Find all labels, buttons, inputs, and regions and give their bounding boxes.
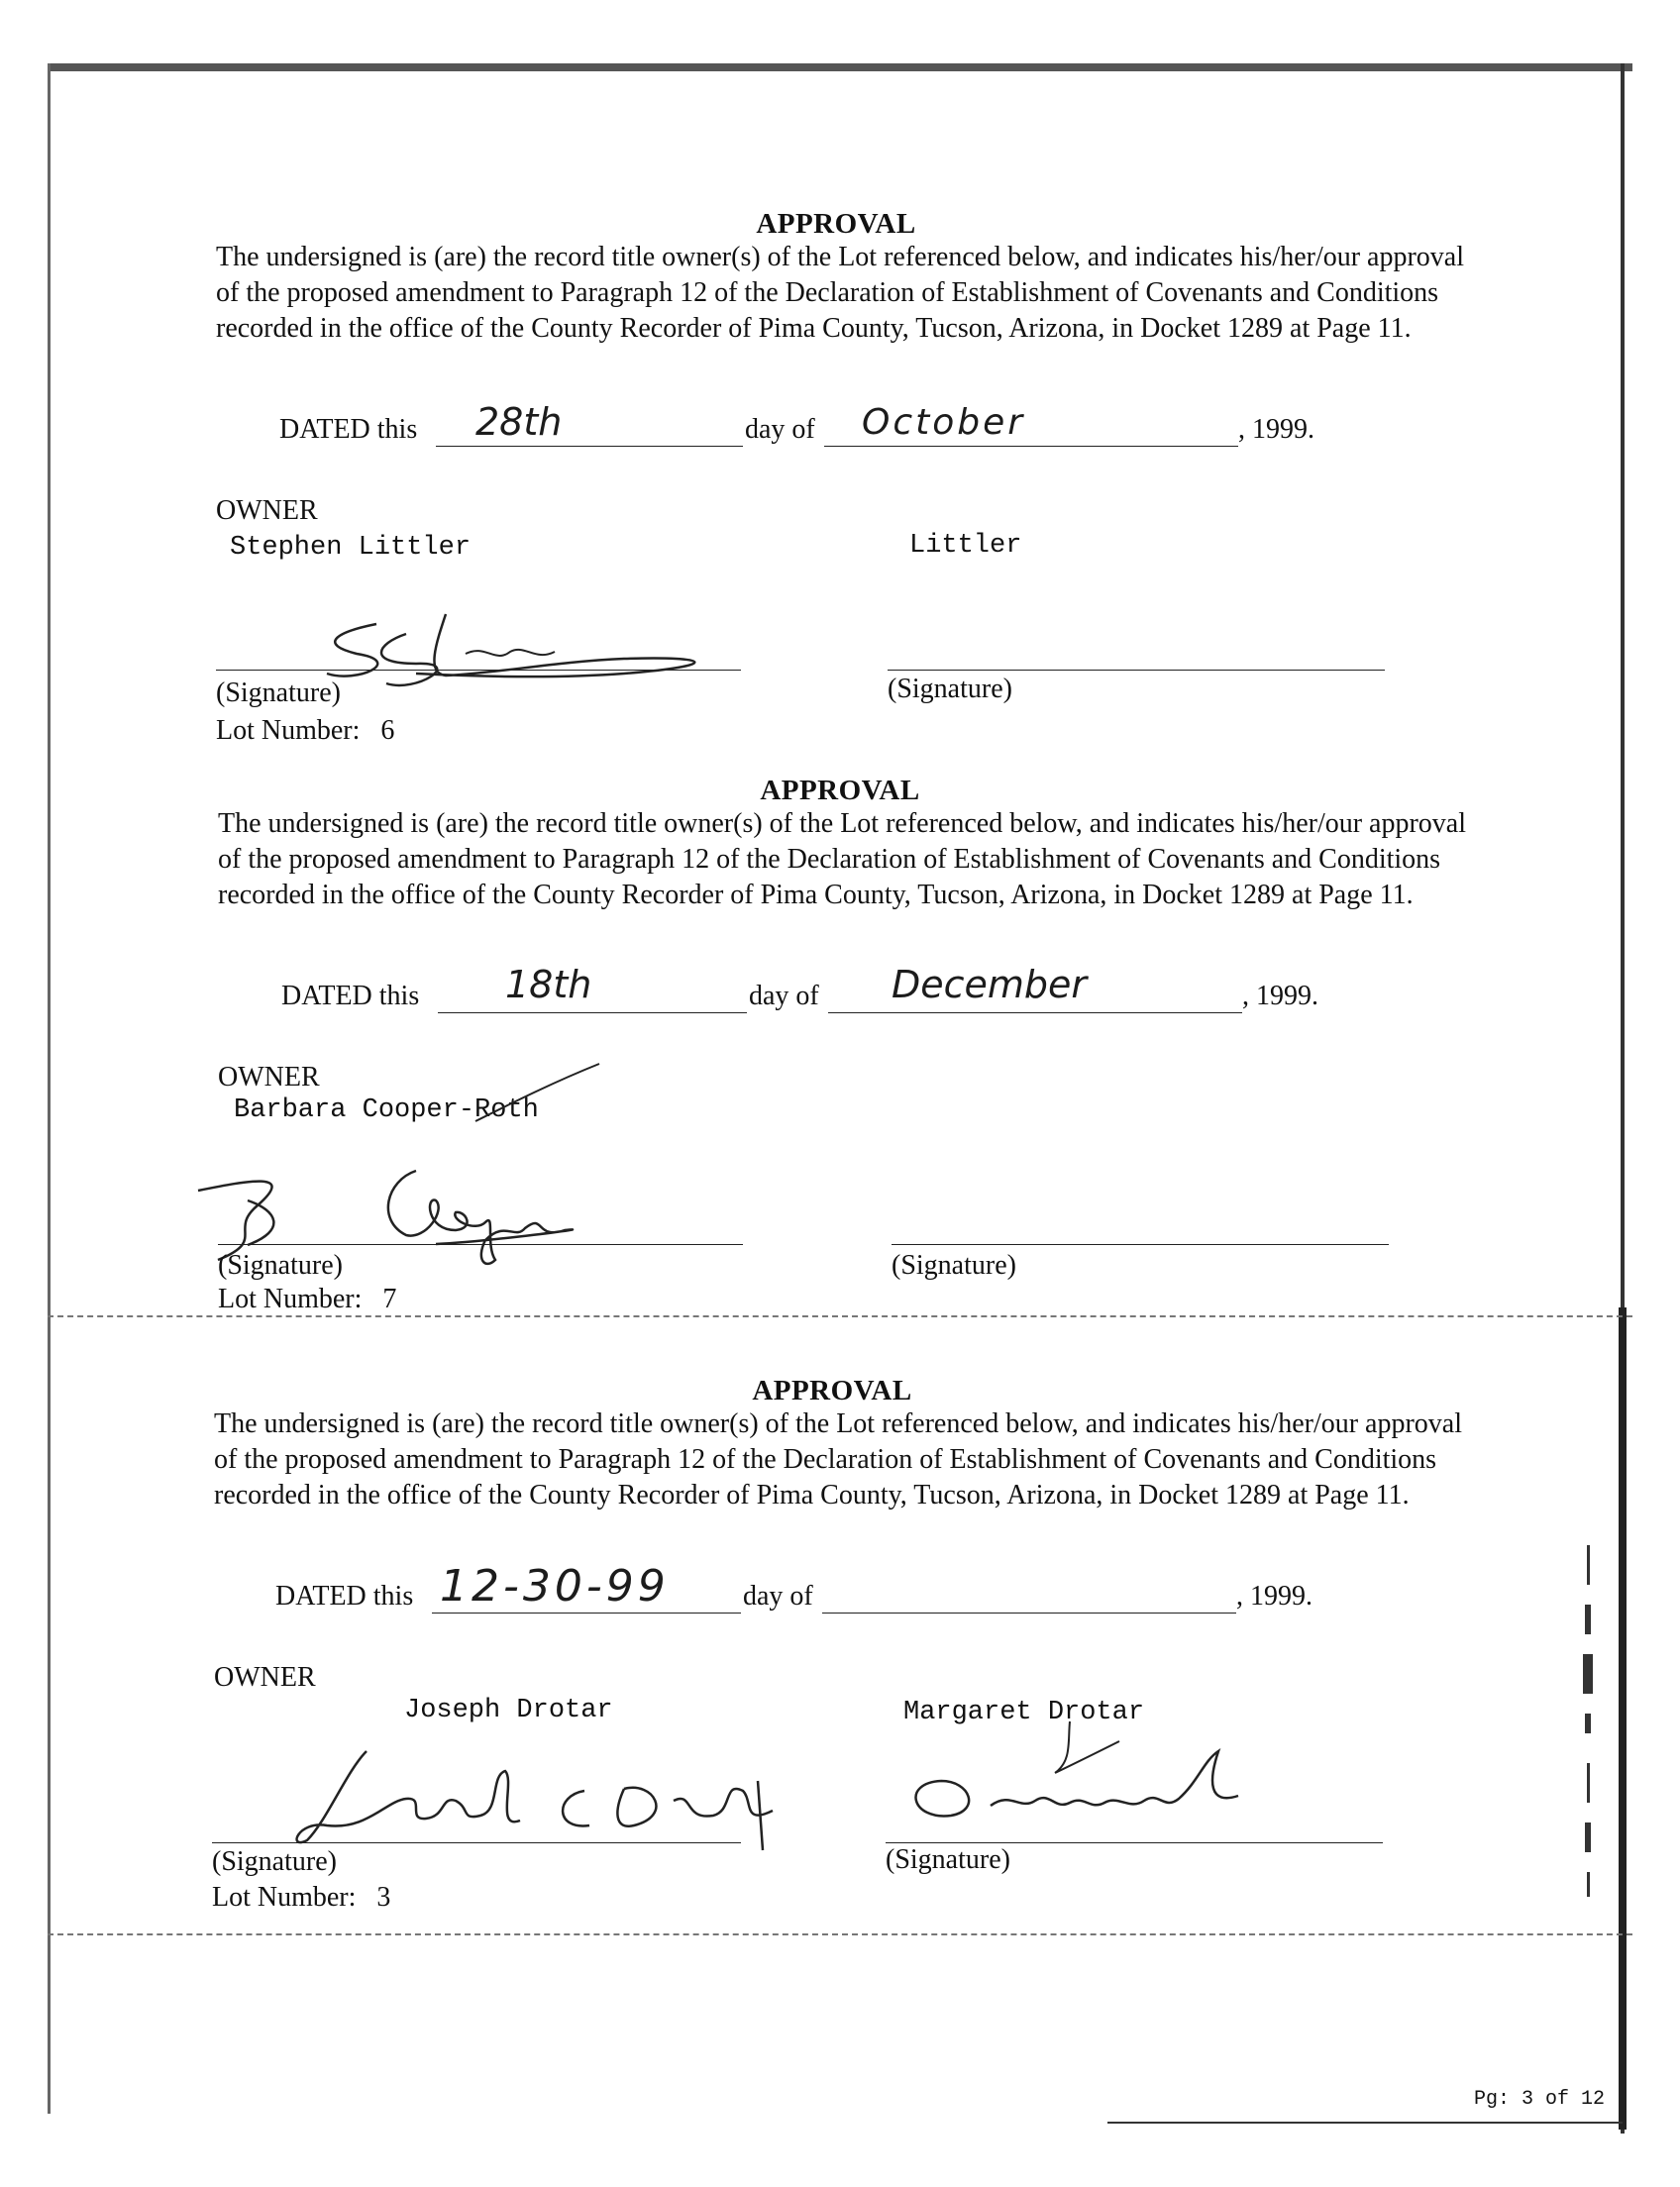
signature-label-1: (Signature) (218, 1250, 343, 1281)
dated-label: DATED this (281, 981, 420, 1011)
owner-2-name: Littler (909, 531, 1022, 561)
approval-heading: APPROVAL (752, 1375, 912, 1406)
dayof-label: day of (749, 981, 819, 1011)
lot-number (216, 715, 394, 747)
day-blank (438, 1012, 747, 1013)
signature-line-2 (888, 670, 1385, 671)
owner-label: OWNER (218, 1062, 320, 1093)
owner-label: OWNER (214, 1662, 316, 1693)
approval-block-lot-7 (0, 775, 1680, 1369)
handwritten-month: October (862, 402, 1026, 443)
month-blank (822, 1613, 1236, 1614)
handwritten-day: 12-30-99 (440, 1561, 670, 1612)
scan-border-top (48, 63, 1632, 71)
signature-deceased (882, 1712, 1278, 1840)
year-label: , 1999. (1242, 981, 1318, 1011)
month-blank (824, 446, 1238, 447)
day-blank (436, 446, 743, 447)
lot-number-label: Lot Number: (216, 715, 361, 746)
strike-mark (466, 1062, 614, 1131)
lot-number-value: 3 (376, 1882, 391, 1913)
lot-number (212, 1882, 390, 1914)
approval-body: The undersigned is (are) the record title owner(s) of the Lot referenced below, and indicates his/her/our approval of the proposed amendment to Paragraph 12 of the Declaration of Establishment of Covenants and Conditions recorded in the office of the County Recorder of Pima County, Tucson, Arizona, in Docket 1289 at Page 11. (216, 242, 1465, 344)
page-footer (1107, 2086, 1623, 2124)
signature-line-2 (886, 1842, 1383, 1843)
owner-label: OWNER (216, 495, 318, 526)
approval-block-lot-3 (0, 1375, 1680, 1969)
signature-label-2: (Signature) (888, 674, 1012, 704)
approval-heading: APPROVAL (760, 775, 920, 806)
dated-label: DATED this (279, 414, 418, 445)
lot-number-label: Lot Number: (218, 1284, 363, 1314)
signature-label-2: (Signature) (886, 1844, 1010, 1875)
lot-number (218, 1284, 396, 1315)
owner-1-name: Stephen Littler (230, 533, 472, 563)
dayof-label: day of (743, 1581, 813, 1612)
owner-1-name: Barbara Cooper-Roth (234, 1095, 539, 1125)
handwritten-day: 28th (475, 400, 563, 444)
signature-label-1: (Signature) (216, 677, 341, 708)
signature-stephen-littler (297, 604, 733, 713)
dayof-label: day of (745, 414, 815, 445)
lot-number-value: 7 (382, 1284, 397, 1314)
margin-marks (1575, 1545, 1605, 1902)
signature-line-1 (212, 1842, 741, 1843)
signature-line-2 (892, 1244, 1389, 1245)
owner-1-name: Joseph Drotar (404, 1696, 613, 1725)
lot-number-label: Lot Number: (212, 1882, 357, 1913)
day-blank (432, 1613, 741, 1614)
signature-label-1: (Signature) (212, 1846, 337, 1877)
approval-heading: APPROVAL (756, 208, 916, 240)
handwritten-day: 18th (505, 963, 592, 1006)
year-label: , 1999. (1236, 1581, 1312, 1612)
signature-line-1 (216, 670, 741, 671)
lot-number-value: 6 (380, 715, 395, 746)
month-blank (828, 1012, 1242, 1013)
approval-body: The undersigned is (are) the record title owner(s) of the Lot referenced below, and indicates his/her/our approval of the proposed amendment to Paragraph 12 of the Declaration of Establishment of Covenants and Conditions recorded in the office of the County Recorder of Pima County, Tucson, Arizona, in Docket 1289 at Page 11. (214, 1408, 1463, 1510)
page-number: Pg: 3 of 12 (1473, 2088, 1605, 2111)
year-label: , 1999. (1238, 414, 1314, 445)
owner-2-name: Margaret Drotar (903, 1698, 1145, 1727)
signature-label-2: (Signature) (892, 1250, 1016, 1281)
approval-block-lot-6 (0, 208, 1680, 802)
handwritten-month: December (892, 963, 1088, 1006)
signature-line-1 (218, 1244, 743, 1245)
dated-label: DATED this (275, 1581, 414, 1612)
approval-body: The undersigned is (are) the record title owner(s) of the Lot referenced below, and indicates his/her/our approval of the proposed amendment to Paragraph 12 of the Declaration of Establishment of Covenants and Conditions recorded in the office of the County Recorder of Pima County, Tucson, Arizona, in Docket 1289 at Page 11. (218, 808, 1467, 910)
